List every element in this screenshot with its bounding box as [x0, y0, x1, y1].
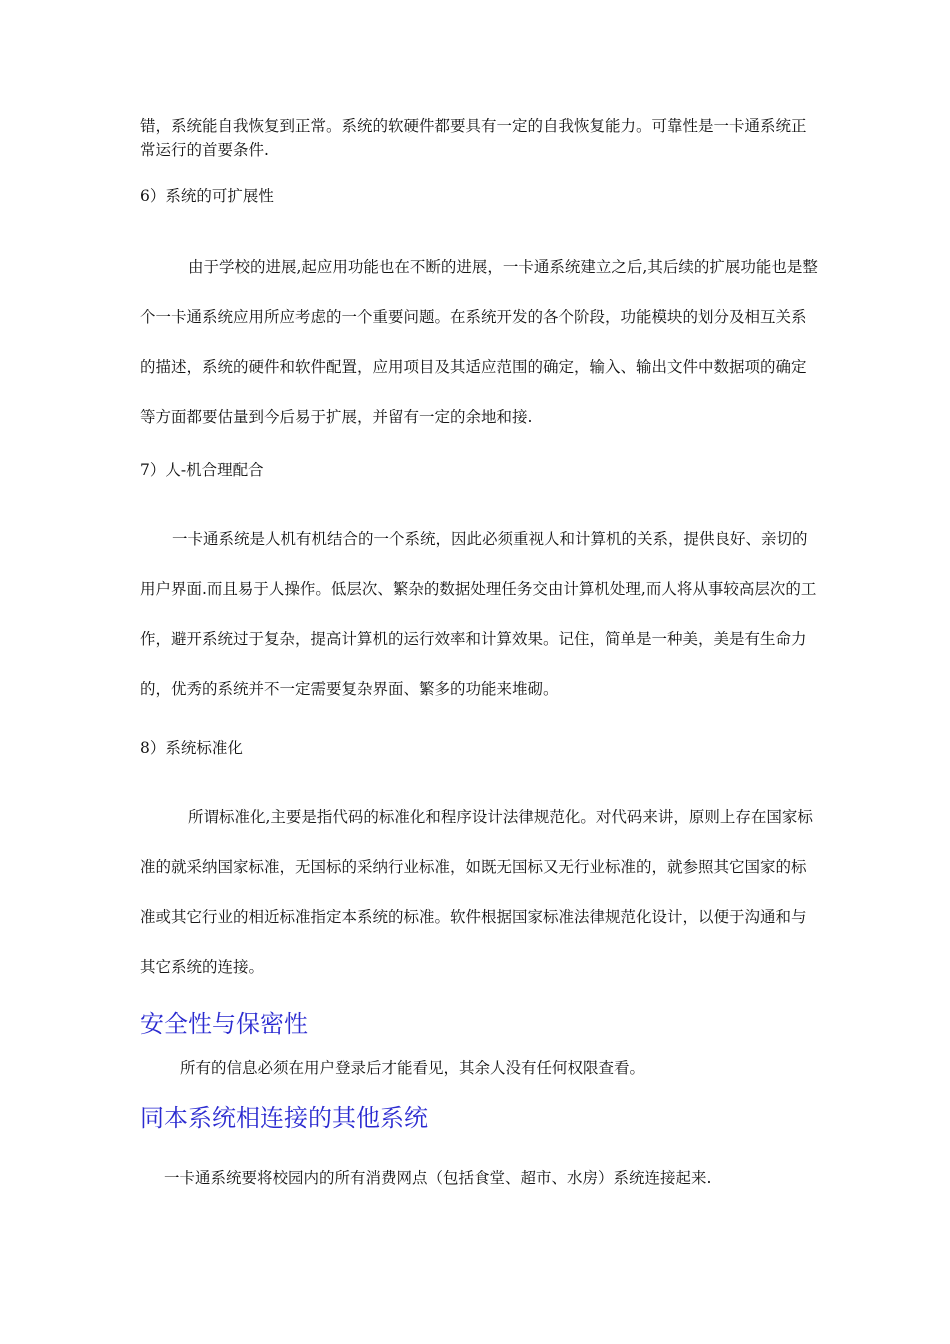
other-systems-paragraph: 一卡通系统要将校园内的所有消费网点（包括食堂、超市、水房）系统连接起来.: [164, 1169, 712, 1187]
section-8-body: 所谓标准化,主要是指代码的标准化和程序设计法律规范化。对代码来讲，原则上存在国家标准的就采纳国家标准，无国标的采纳行业标准，如既无国标又无行业标准的，就参照其它国家的标准或其它行业的相近标准指定本系统的标准。软件根据国家标准法律规范化设计，以便于沟通和与其它系统的连接。: [140, 808, 813, 976]
section-6-title: 6）系统的可扩展性: [140, 187, 274, 205]
section-7-body: 一卡通系统是人机有机结合的一个系统，因此必须重视人和计算机的关系，提供良好、亲切的用户界面.而且易于人操作。低层次、繁杂的数据处理任务交由计算机处理,而人将从事较高层次的工作，避开系统过于复杂，提高计算机的运行效率和计算效果。记住，简单是一种美，美是有生命力的，优秀的系统并不一定需要复杂界面、繁多的功能来堆砌。: [140, 530, 817, 698]
section-6-body: 由于学校的进展,起应用功能也在不断的进展，一卡通系统建立之后,其后续的扩展功能也是整个一卡通系统应用所应考虑的一个重要问题。在系统开发的各个阶段，功能模块的划分及相互关系的描述，系统的硬件和软件配置，应用项目及其适应范围的确定，输入、输出文件中数据项的确定等方面都要估量到今后易于扩展，并留有一定的余地和接.: [140, 258, 818, 426]
section-8-title: 8）系统标准化: [140, 739, 243, 757]
security-paragraph: 所有的信息必须在用户登录后才能看见，其余人没有任何权限查看。: [180, 1059, 646, 1077]
heading-security: 安全性与保密性: [140, 1010, 308, 1038]
intro-paragraph: 错，系统能自我恢复到正常。系统的软硬件都要具有一定的自我恢复能力。可靠性是一卡通系统正常运行的首要条件.: [140, 117, 807, 159]
section-7-title: 7）人-机合理配合: [140, 461, 264, 479]
heading-other-systems: 同本系统相连接的其他系统: [140, 1104, 428, 1132]
